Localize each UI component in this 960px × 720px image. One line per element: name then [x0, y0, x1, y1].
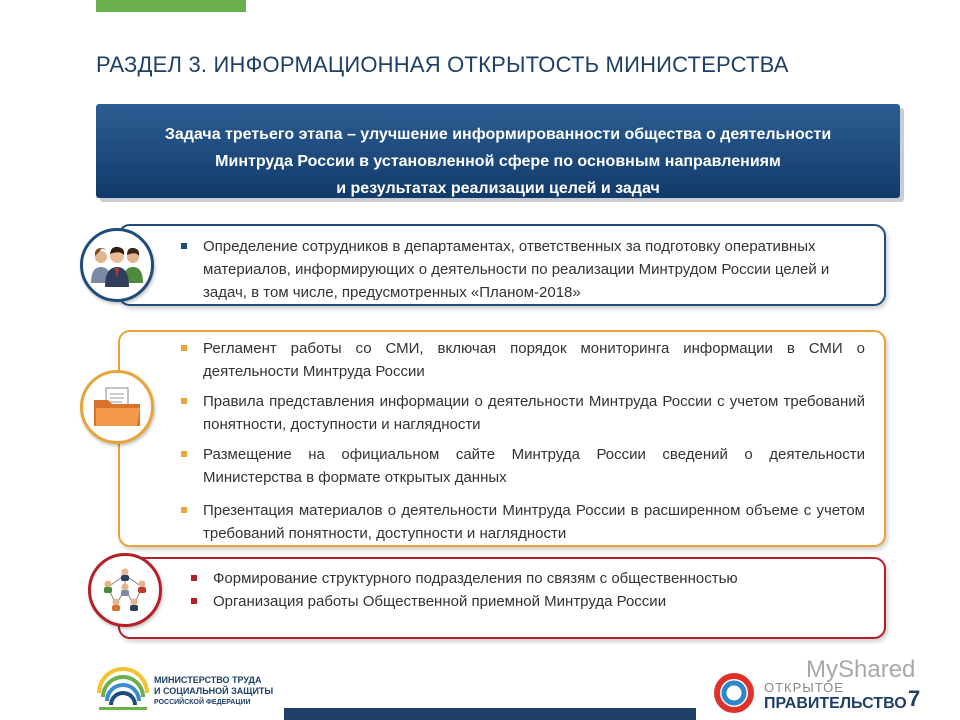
top-accent-bar: [96, 0, 246, 12]
open-government-text: [764, 680, 907, 713]
ministry-subline: РОССИЙСКОЙ ФЕДЕРАЦИИ: [154, 699, 251, 706]
block-media-list: [175, 337, 865, 552]
network-people-icon: [98, 565, 152, 615]
list-item: Организация работы Общественной приемной Минтруда России: [185, 590, 865, 613]
block-public-list: [185, 567, 865, 613]
list-item: Презентация материалов о деятельности Минтруда России в расширенном объеме с учетом требований понятности, доступности и наглядности: [175, 499, 865, 545]
list-item: Регламент работы со СМИ, включая порядок мониторинга информации в СМИ о деятельности Минтруда России: [175, 337, 865, 383]
block-staff-panel: [118, 224, 886, 306]
banner-text: [96, 104, 900, 202]
folder-documents-icon: [92, 386, 142, 428]
ministry-line: МИНИСТЕРСТВО ТРУДА: [154, 675, 262, 685]
block-staff-list: [175, 235, 865, 304]
task-banner: [96, 104, 900, 198]
list-item: Определение сотрудников в департаментах, ответственных за подготовку оперативных материалов, информирующих о деятельности по реализации Минтрудом России целей и задач, в том числе, предусмотренных «Планом-2018»: [175, 235, 865, 304]
block-media-icon-circle: [80, 370, 154, 444]
block-staff-icon-circle: [80, 228, 154, 302]
list-item: Размещение на официальном сайте Минтруда России сведений о деятельности Министерства в формате открытых данных: [175, 443, 865, 489]
block-media-panel: [118, 330, 886, 547]
open-government-logo-icon: [713, 672, 755, 714]
page-number: 7: [908, 686, 921, 711]
list-item: Правила представления информации о деятельности Минтруда России с учетом требований понятности, доступности и наглядности: [175, 390, 865, 436]
ministry-line: И СОЦИАЛЬНОЙ ЗАЩИТЫ: [154, 686, 274, 696]
gov-bottom-text: ПРАВИТЕЛЬСТВО: [764, 695, 907, 712]
list-item: Формирование структурного подразделения по связям с общественностью: [185, 567, 865, 590]
people-group-icon: [89, 243, 145, 287]
banner-line: Задача третьего этапа – улучшение информированности общества о деятельности: [164, 126, 832, 143]
block-public-icon-circle: [88, 553, 162, 627]
page-title: РАЗДЕЛ 3. ИНФОРМАЦИОННАЯ ОТКРЫТОСТЬ МИНИСТЕРСТВА: [96, 52, 789, 77]
watermark: MyShared: [806, 656, 916, 683]
ministry-logo-icon: [97, 667, 149, 715]
banner-line: Минтруда России в установленной сфере по основным направлениям: [215, 153, 781, 170]
block-public-panel: [118, 557, 886, 639]
ministry-name: [154, 675, 273, 708]
gov-top-text: ОТКРЫТОЕ: [764, 680, 844, 695]
footer-bar: [284, 708, 696, 720]
banner-line: и результатах реализации целей и задач: [336, 180, 660, 197]
